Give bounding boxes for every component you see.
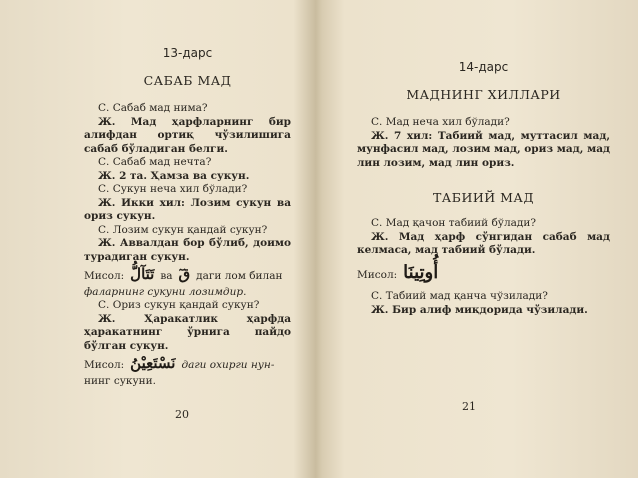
answer: Ж. 2 та. Ҳамза ва сукун.	[98, 169, 250, 182]
answer: Ж. Мад ҳарф сўнгидан сабаб мад келмаса, мад табиий бўлади.	[357, 230, 610, 256]
page-number: 20	[175, 408, 189, 421]
example-label: Мисол:	[84, 270, 125, 282]
question: С. Сабаб мад нечта?	[98, 156, 212, 168]
page-number: 21	[462, 400, 476, 413]
arabic-word: أُوتِينَا	[403, 261, 439, 283]
answer: Ж. Мад ҳарфларнинг бир алифдан ортиқ чўзилишига сабаб бўладиган белги.	[84, 115, 291, 155]
question: С. Ориз сукун қандай сукун?	[98, 299, 260, 311]
arabic-word: تَتَآلُّ	[130, 265, 155, 283]
section-heading: МАДНИНГ ХИЛЛАРИ	[406, 87, 561, 102]
arabic-word: نَسْتَعِيْنُ	[130, 354, 176, 372]
question: С. Мад қачон табиий бўлади?	[371, 217, 536, 229]
example-connector: ва	[160, 270, 173, 282]
example-continuation: нинг сукуни.	[84, 374, 156, 387]
right-page	[319, 0, 638, 478]
example-label: Мисол:	[357, 268, 398, 281]
answer: Ж. Икки хил: Лозим сукун ва ориз сукун.	[84, 196, 291, 222]
example-line	[84, 354, 291, 373]
example-line	[84, 265, 291, 284]
answer: Ж. Аввалдан бор бўлиб, доимо турадиган сукун.	[84, 237, 291, 263]
question: С. Сабаб мад нима?	[98, 102, 208, 114]
question: С. Табиий мад қанча чўзилади?	[371, 290, 548, 302]
lesson-heading: 13-дарс	[162, 46, 213, 60]
section-heading: ТАБИИЙ МАД	[432, 190, 535, 205]
example-label: Мисол:	[84, 359, 125, 371]
example-tail: даги охирги нун-	[181, 359, 275, 371]
lesson-heading: 14-дарс	[458, 60, 509, 74]
example-tail: даги лом билан	[196, 270, 283, 282]
arabic-letter: قٓ	[178, 265, 191, 283]
section-heading: САБАБ МАД	[143, 73, 232, 88]
example-line	[357, 261, 610, 283]
question: С. Сукун неча хил бўлади?	[98, 183, 248, 195]
answer: Ж. Ҳаракатлик ҳарфда ҳаракатнинг ўрнига пайдо бўлган сукун.	[84, 312, 291, 352]
answer: Ж. 7 хил: Табиий мад, муттасил мад, мунфасил мад, лозим мад, ориз мад, мад лин лозим, мад лин ориз.	[357, 129, 610, 169]
answer: Ж. Бир алиф миқдорида чўзилади.	[371, 303, 588, 316]
question: С. Лозим сукун қандай сукун?	[98, 223, 268, 236]
example-continuation: фаларнинг сукуни лозимдир.	[84, 285, 247, 298]
question: С. Мад неча хил бўлади?	[371, 116, 510, 128]
